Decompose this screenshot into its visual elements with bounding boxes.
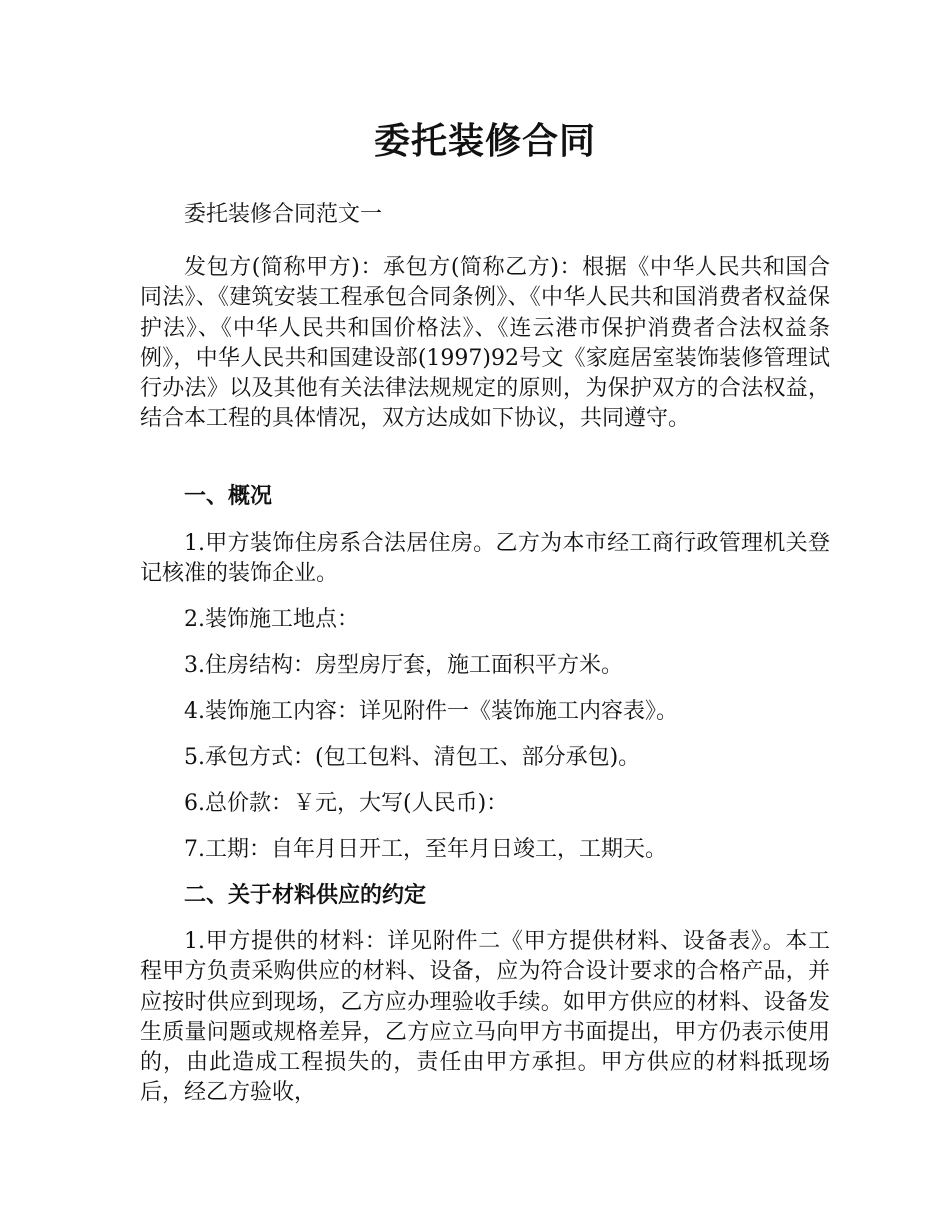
overview-item-3: 3.住房结构：房型房厅套，施工面积平方米。: [184, 653, 623, 678]
overview-item-2: 2.装饰施工地点：: [184, 607, 359, 632]
overview-item-6: 6.总价款：￥元，大写(人民币)：: [184, 791, 509, 816]
materials-item-1: 1.甲方提供的材料：详见附件二《甲方提供材料、设备表》。本工程甲方负责采购供应的材料、设备，应为符合设计要求的合格产品，并应按时供应到现场，乙方应办理验收手续。如甲方供应的材料、设备发生质量问题或规格差异，乙方应立马向甲方书面提出，甲方仍表示使用的，由此造成工程损失的，责任由甲方承担。甲方供应的材料抵现场后，经乙方验收，: [140, 929, 830, 1106]
overview-item-1: 1.甲方装饰住房系合法居住房。乙方为本市经工商行政管理机关登记核准的装饰企业。: [140, 531, 830, 587]
section-heading-overview: 一、概况: [184, 484, 273, 509]
intro-paragraph: 发包方(简称甲方)：承包方(简称乙方)：根据《中华人民共和国合同法》、《建筑安装工程承包合同条例》、《中华人民共和国消费者权益保护法》、《中华人民共和国价格法》、《连云港市保护消费者合法权益条例》，中华人民共和国建设部(1997)92号文《家庭居室装饰装修管理试行办法》以及其他有关法律法规规定的原则，为保护双方的合法权益，结合本工程的具体情况，双方达成如下协议，共同遵守。: [140, 255, 830, 432]
subtitle-paragraph: 委托装修合同范文一: [184, 202, 383, 227]
overview-item-4: 4.装饰施工内容：详见附件一《装饰施工内容表》。: [184, 699, 678, 724]
overview-item-7: 7.工期：自年月日开工，至年月日竣工，工期天。: [184, 837, 667, 862]
document-title: 委托装修合同: [373, 121, 596, 162]
overview-item-5: 5.承包方式：(包工包料、清包工、部分承包)。: [184, 745, 641, 770]
section-heading-materials: 二、关于材料供应的约定: [184, 883, 427, 908]
